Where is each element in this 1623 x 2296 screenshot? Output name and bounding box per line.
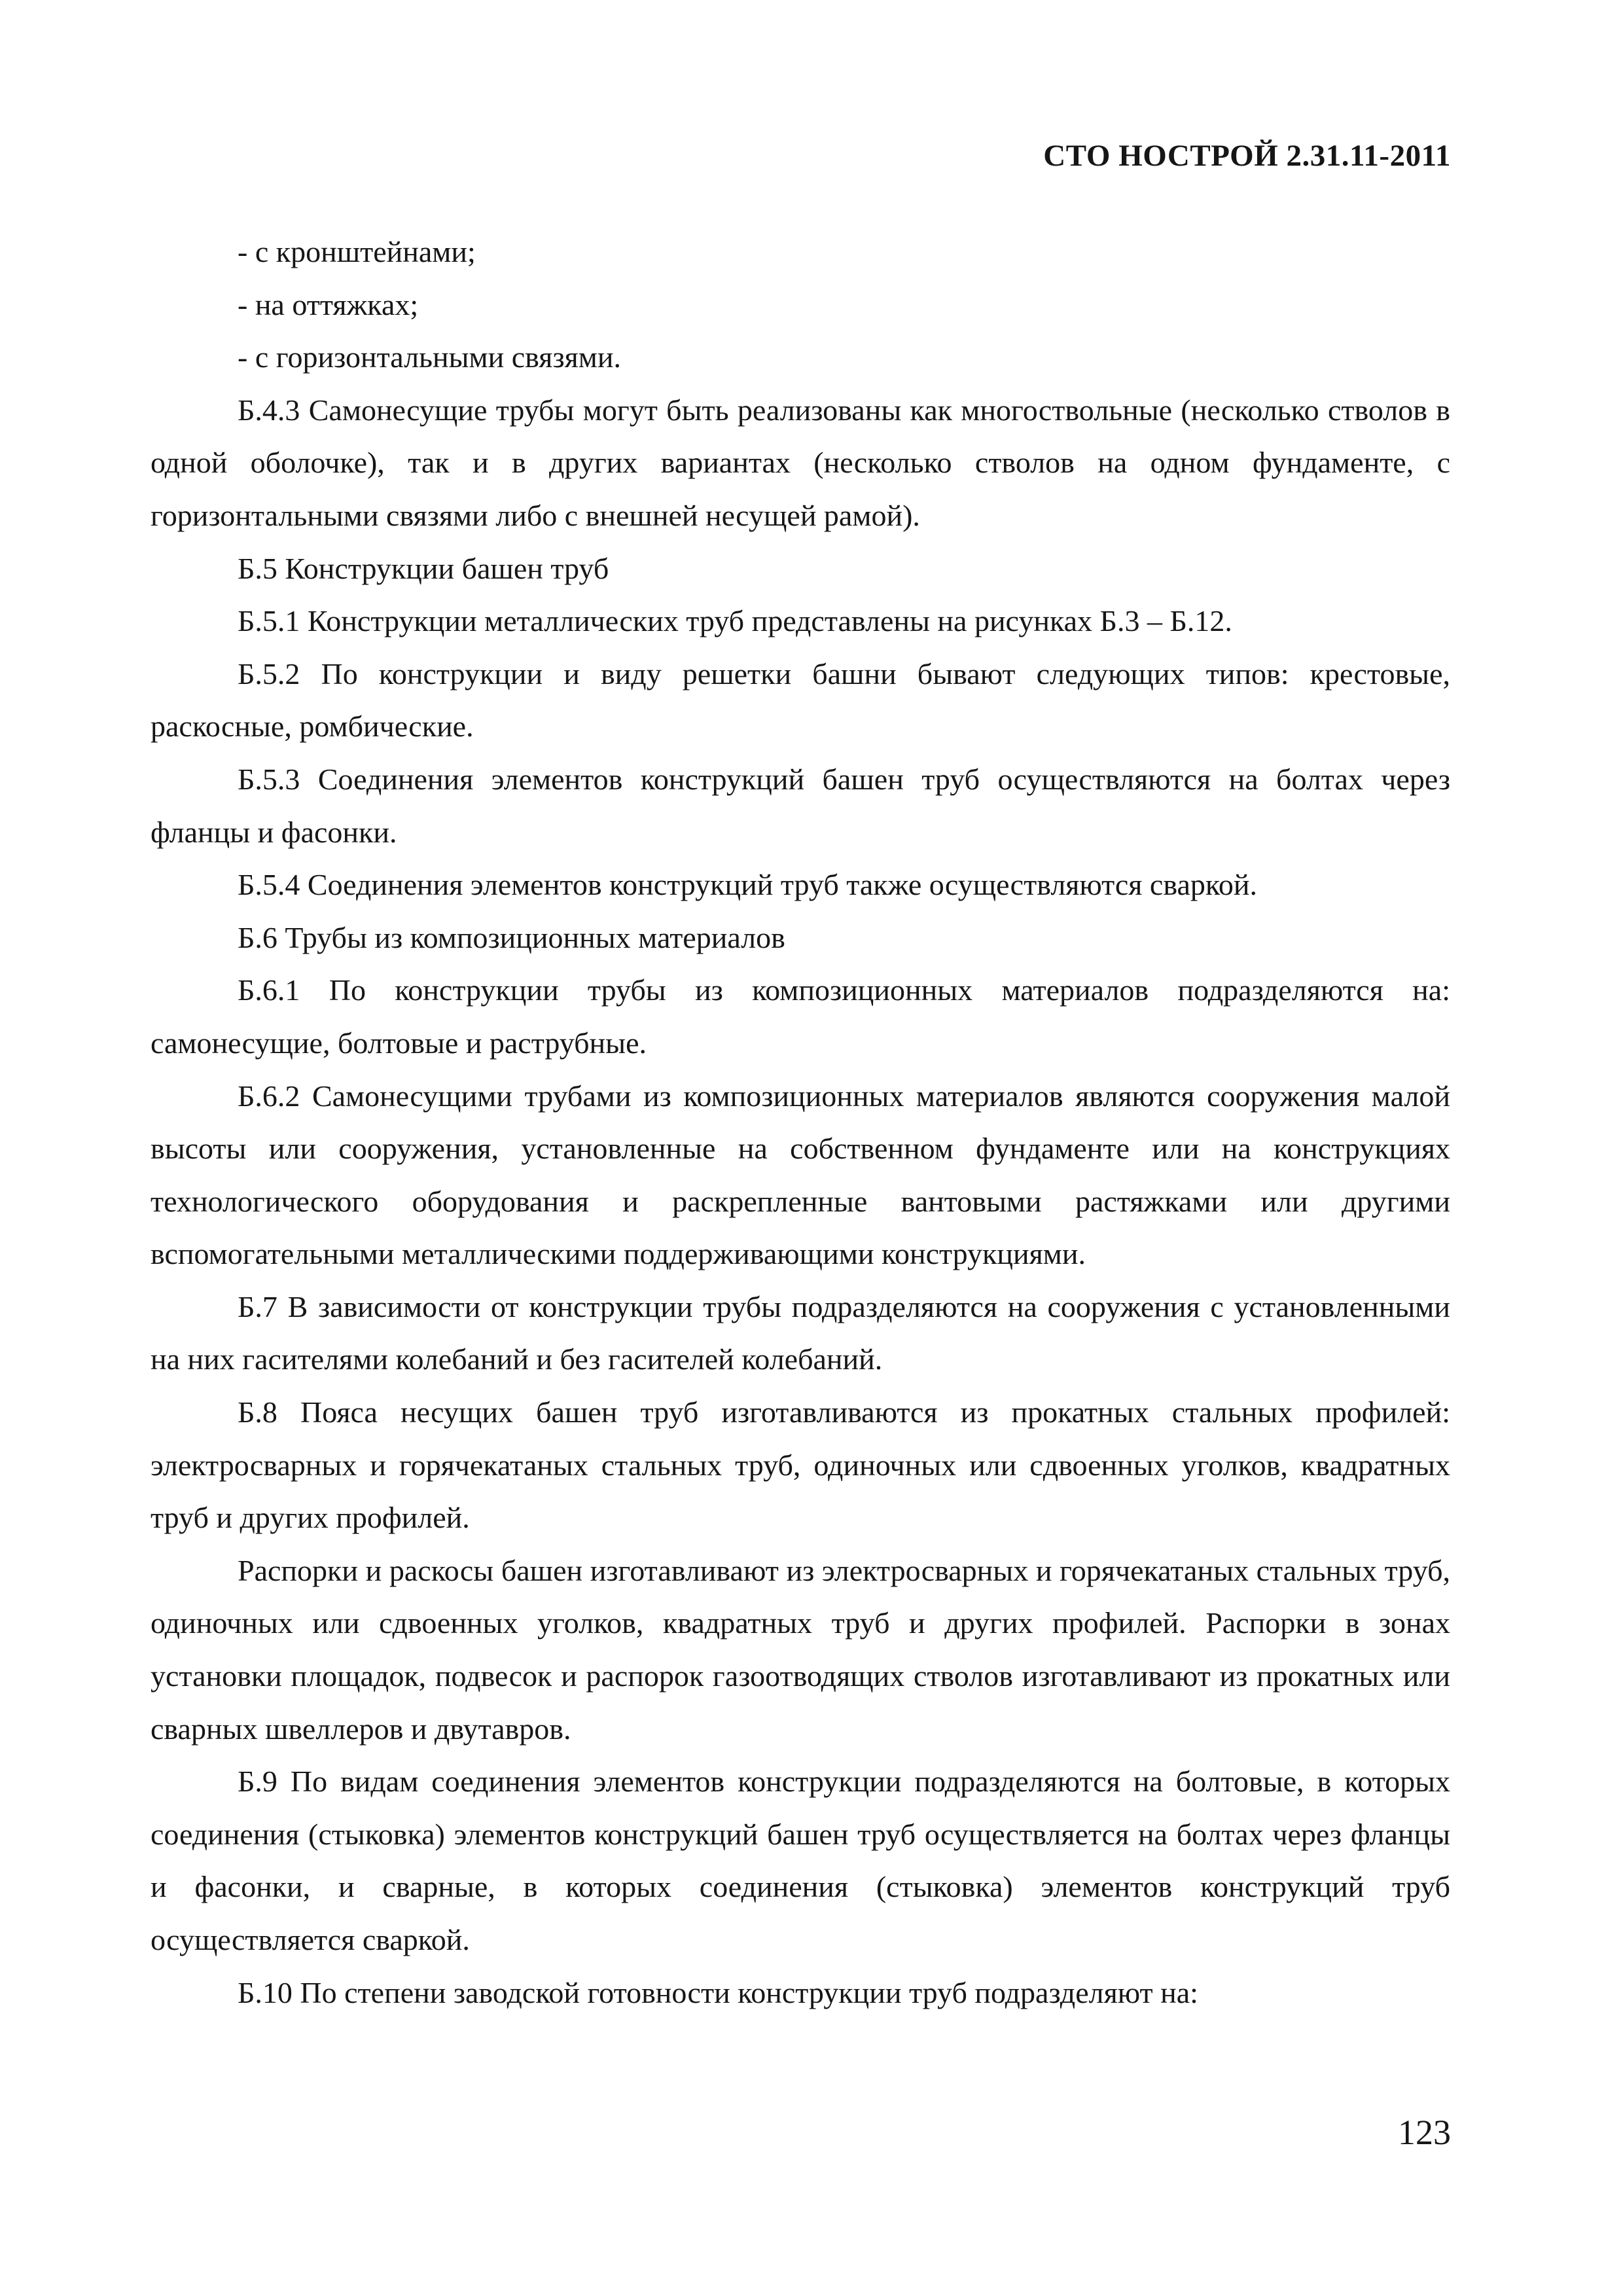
paragraph-list-item-brackets: - с кронштейнами; bbox=[238, 235, 476, 268]
paragraph-list-item-guys: - на оттяжках; bbox=[238, 287, 419, 321]
paragraph-b-5-4: Б.5.4 Соединения элементов конструкций труб также осуществляются сваркой. bbox=[238, 868, 1258, 902]
paragraph-list-item-horizontal-ties: - с горизонтальными связями. bbox=[238, 340, 622, 374]
paragraph-b-10: Б.10 По степени заводской готовности конструкции труб подразделяют на: bbox=[238, 1975, 1198, 2009]
paragraph-b-5-2: Б.5.2 По конструкции и виду решетки башни бывают следующих типов: крестовые, раскосные, ромбические. bbox=[151, 656, 1450, 744]
paragraph-b-8-struts: Распорки и раскосы башен изготавливают из электросварных и горячекатаных стальных труб, одиночных или сдвоенных уголков, квадратных труб и других профилей. Распорки в зонах установки площадок, подвесок и распорок газоотводящих стволов изготавливают из прокатных или сварных швеллеров и двутавров. bbox=[151, 1553, 1450, 1746]
paragraph-b-7: Б.7 В зависимости от конструкции трубы подразделяются на сооружения с установленными на них гасителями колебаний и без гасителей колебаний. bbox=[151, 1289, 1450, 1376]
section-heading-b-5: Б.5 Конструкции башен труб bbox=[238, 551, 609, 585]
paragraph-b-8: Б.8 Пояса несущих башен труб изготавливаются из прокатных стальных профилей: электросварных и горячекатаных стальных труб, одиночных или сдвоенных уголков, квадратных труб и других профилей. bbox=[151, 1395, 1450, 1535]
paragraph-b-5-3: Б.5.3 Соединения элементов конструкций башен труб осуществляются на болтах через фланцы и фасонки. bbox=[151, 762, 1450, 849]
paragraph-b-5-1: Б.5.1 Конструкции металлических труб представлены на рисунках Б.3 – Б.12. bbox=[238, 604, 1232, 638]
section-heading-b-6: Б.6 Трубы из композиционных материалов bbox=[238, 920, 785, 954]
paragraph-b-6-2: Б.6.2 Самонесущими трубами из композиционных материалов являются сооружения малой высоты или сооружения, установленные на собственном фундаменте или на конструкциях технологического оборудования и раскрепленные вантовыми растяжками или другими вспомогательными металлическими поддерживающими конструкциями. bbox=[151, 1079, 1450, 1271]
document-code-header: СТО НОСТРОЙ 2.31.11-2011 bbox=[1043, 139, 1451, 173]
paragraph-b-9: Б.9 По видам соединения элементов конструкции подразделяются на болтовые, в которых соединения (стыковка) элементов конструкций башен труб осуществляется на болтах через фланцы и фасонки, и сварные, в которых соединения (стыковка) элементов конструкций труб осуществляется сваркой. bbox=[151, 1765, 1450, 1956]
paragraph-b-6-1: Б.6.1 По конструкции трубы из композиционных материалов подразделяются на: самонесущие, болтовые и раструбные. bbox=[151, 973, 1450, 1060]
paragraph-b-4-3: Б.4.3 Самонесущие трубы могут быть реализованы как многоствольные (несколько стволов в одной оболочке), так и в других вариантах (несколько стволов на одном фундаменте, с горизонтальными связями либо с внешней несущей рамой). bbox=[151, 393, 1450, 532]
page-number: 123 bbox=[1398, 2113, 1451, 2152]
document-body bbox=[151, 226, 1450, 2019]
